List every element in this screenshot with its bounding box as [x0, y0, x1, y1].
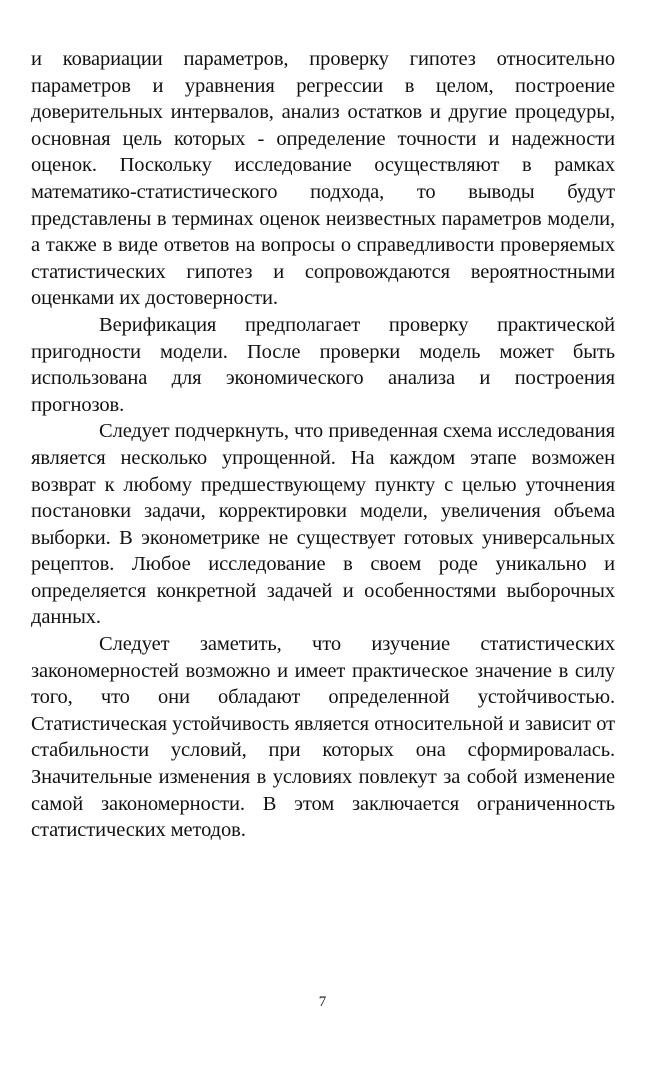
body-text	[31, 46, 615, 844]
paragraph-stability: Следует заметить, что изучение статистических закономерностей возможно и имеет практическое значение в силу того, что они обладают определенной устойчивостью. Статистическая устойчивость является относительной и зависит от стабильности условий, при которых она сформировалась. Значительные изменения в условиях повлекут за собой изменение самой закономерности. В этом заключается ограниченность статистических методов.	[31, 633, 615, 842]
paragraph-continuation: и ковариации параметров, проверку гипотез относительно параметров и уравнения регрессии в целом, построение доверительных интервалов, анализ остатков и другие процедуры, основная цель которых - определение точности и надежности оценок. Поскольку исследование осуществляют в рамках математико-статистического подхода, то выводы будут представлены в терминах оценок неизвестных параметров модели, а также в виде ответов на вопросы о справедливости проверяемых статистических гипотез и сопровождаются вероятностными оценками их достоверности.	[31, 48, 615, 310]
paragraph-scheme: Следует подчеркнуть, что приведенная схема исследования является несколько упрощенной. На каждом этапе возможен возврат к любому предшествующему пункту с целью уточнения постановки задачи, корректировки модели, увеличения объема выборки. В эконометрике не существует готовых универсальных рецептов. Любое исследование в своем роде уникально и определяется конкретной задачей и особенностями выборочных данных.	[31, 420, 615, 629]
page-number: 7	[318, 994, 327, 1010]
paragraph-verification: Верификация предполагает проверку практической пригодности модели. После проверки модель может быть использована для экономического анализа и построения прогнозов.	[31, 313, 615, 416]
